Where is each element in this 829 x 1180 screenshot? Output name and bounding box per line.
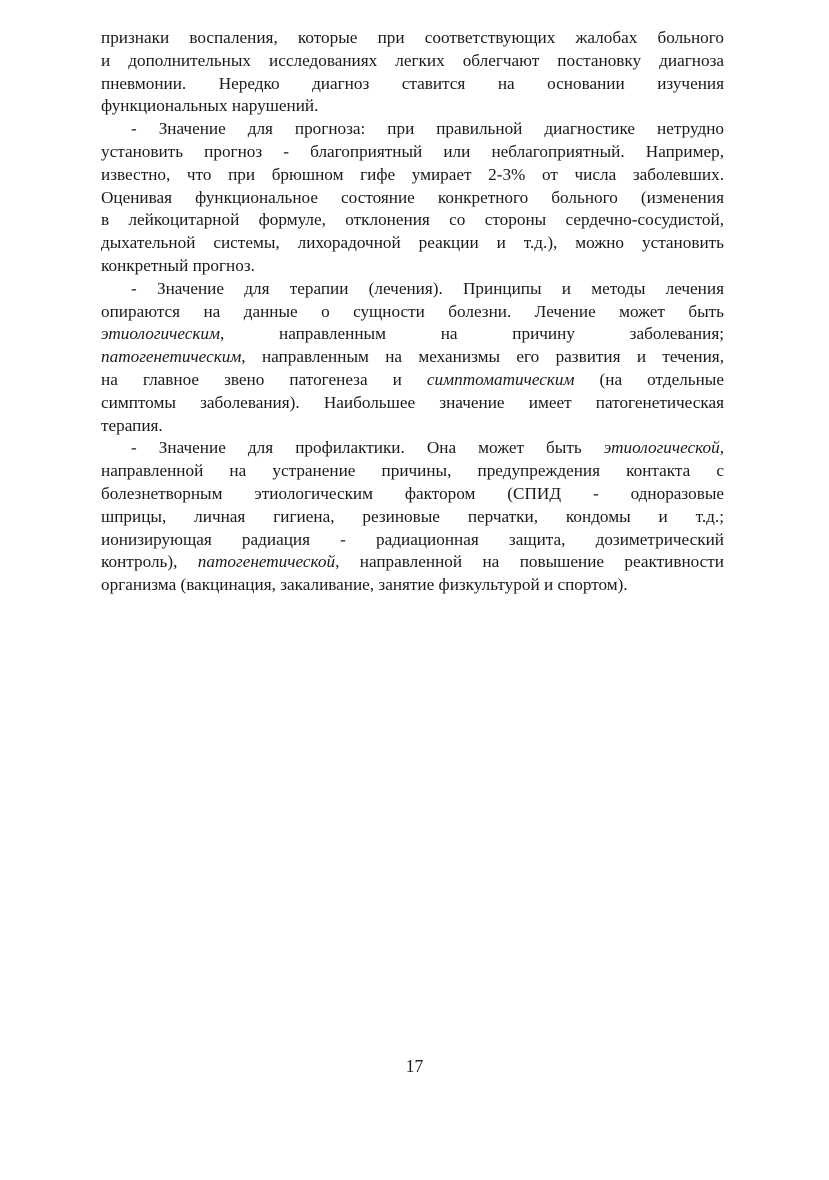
text-segment: пневмонии. Нередко диагноз ставится на основании изучения (101, 73, 724, 93)
text-segment: и дополнительных исследованиях легких облегчают постановку диагноза (101, 50, 724, 70)
text-line (101, 551, 724, 574)
text-segment: организма (вакцинация, закаливание, занятие физкультурой и спортом). (101, 575, 628, 595)
italic-term: этиологической (603, 438, 720, 458)
text-line (101, 483, 724, 506)
text-line (101, 369, 724, 392)
text-segment: болезнетворным этиологическим фактором (СПИД - одноразовые (101, 483, 724, 503)
text-segment: , направленной на повышение реактивности (335, 552, 724, 572)
text-line (101, 255, 724, 278)
text-line (101, 392, 724, 415)
italic-term: этиологическим (101, 324, 220, 344)
text-line (101, 460, 724, 483)
text-line (101, 437, 724, 460)
text-segment: конкретный прогноз. (101, 255, 255, 275)
text-line (101, 301, 724, 324)
text-segment: Оценивая функциональное состояние конкретного больного (изменения (101, 187, 724, 207)
text-line (101, 278, 724, 301)
text-segment: установить прогноз - благоприятный или неблагоприятный. Например, (101, 141, 724, 161)
text-line (101, 574, 724, 597)
text-line (101, 232, 724, 255)
text-line (101, 118, 724, 141)
text-segment: опираются на данные о сущности болезни. Лечение может быть (101, 301, 724, 321)
text-segment: терапия. (101, 415, 163, 435)
text-segment: известно, что при брюшном гифе умирает 2-3% от числа заболевших. (101, 164, 724, 184)
text-line (101, 141, 724, 164)
text-line (101, 164, 724, 187)
text-line (101, 506, 724, 529)
text-segment: - Значение для прогноза: при правильной диагностике нетрудно (131, 119, 724, 139)
text-segment: - Значение для терапии (лечения). Принципы и методы лечения (131, 278, 724, 298)
text-line (101, 529, 724, 552)
text-segment: - Значение для профилактики. Она может быть (131, 438, 604, 458)
text-segment: ионизирующая радиация - радиационная защита, дозиметрический (101, 529, 724, 549)
text-line (101, 346, 724, 369)
italic-term: патогенетической (197, 552, 336, 572)
italic-term: патогенетическим (101, 347, 242, 367)
text-line (101, 187, 724, 210)
text-line (101, 27, 724, 50)
text-segment: функциональных нарушений. (101, 96, 319, 116)
page-number: 17 (405, 1056, 424, 1076)
text-line (101, 95, 724, 118)
text-segment: контроль), (101, 552, 198, 572)
text-segment: шприцы, личная гигиена, резиновые перчатки, кондомы и т.д.; (101, 506, 724, 526)
text-segment: в лейкоцитарной формуле, отклонения со стороны сердечно-сосудистой, (101, 210, 724, 230)
text-segment: (на отдельные (574, 369, 724, 389)
text-segment: , (719, 438, 724, 458)
text-segment: на главное звено патогенеза и (101, 369, 427, 389)
text-segment: , направленным на причину заболевания; (219, 324, 724, 344)
text-segment: , направленным на механизмы его развития и течения, (241, 347, 724, 367)
text-segment: дыхательной системы, лихорадочной реакции и т.д.), можно установить (101, 233, 724, 253)
text-segment: признаки воспаления, которые при соответствующих жалобах больного (101, 28, 724, 47)
text-segment: направленной на устранение причины, предупреждения контакта с (101, 461, 724, 481)
text-line (101, 209, 724, 232)
text-line (101, 323, 724, 346)
text-line (101, 50, 724, 73)
text-line (101, 73, 724, 96)
text-segment: симптомы заболевания). Наибольшее значение имеет патогенетическая (101, 392, 724, 412)
italic-term: симптоматическим (426, 369, 575, 389)
text-line (101, 415, 724, 438)
body-text (101, 27, 724, 597)
